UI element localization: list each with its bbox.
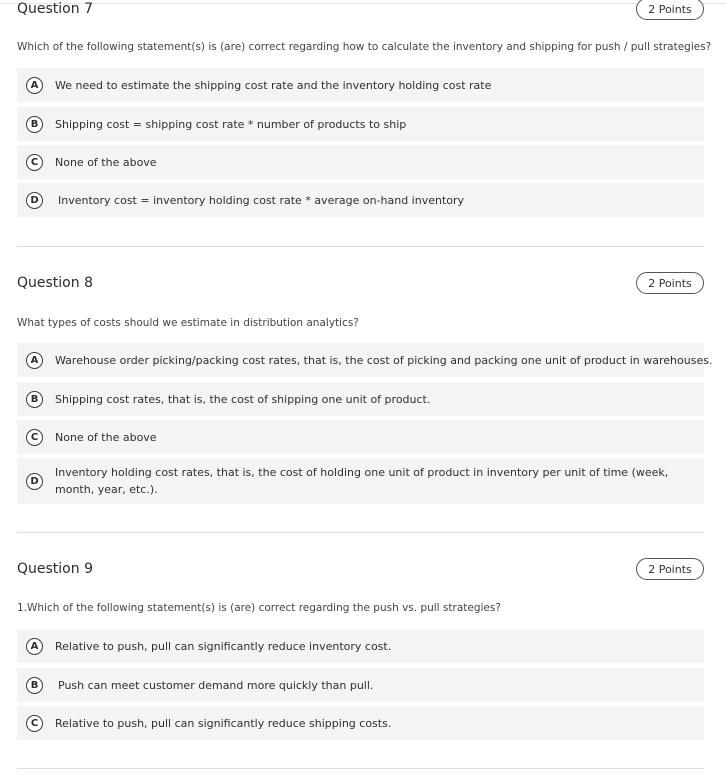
option-letter: D — [26, 473, 43, 490]
question-9 — [17, 558, 704, 748]
option-text: We need to estimate the shipping cost rate and the inventory holding cost rate — [55, 78, 492, 92]
option-a[interactable] — [17, 68, 704, 102]
option-text: Warehouse order picking/packing cost rates, that is, the cost of picking and packing one unit of product in warehouses. — [55, 353, 713, 367]
divider — [17, 532, 704, 533]
question-title: Question 7 — [17, 1, 93, 17]
option-letter: B — [26, 677, 43, 694]
option-letter: C — [26, 429, 43, 446]
option-text: Shipping cost = shipping cost rate * number of products to ship — [55, 117, 407, 131]
option-c[interactable] — [17, 145, 704, 179]
divider — [17, 246, 704, 247]
option-text: None of the above — [55, 430, 157, 444]
question-prompt: Which of the following statement(s) is (are) correct regarding how to calculate the inventory and shipping for push / pull strategies? — [17, 41, 712, 53]
option-c[interactable] — [17, 420, 704, 454]
option-text: Inventory holding cost rates, that is, the cost of holding one unit of product in inventory per unit of time (week, month, year, etc.). — [55, 466, 669, 496]
option-text: Push can meet customer demand more quickly than pull. — [58, 678, 374, 692]
points-badge: 2 Points — [636, 272, 704, 294]
question-7 — [17, 0, 712, 230]
option-letter: A — [26, 352, 43, 369]
option-b[interactable] — [17, 107, 704, 141]
option-text: Shipping cost rates, that is, the cost of shipping one unit of product. — [55, 392, 431, 406]
option-letter: C — [26, 715, 43, 732]
option-letter: A — [26, 77, 43, 94]
question-title: Question 9 — [17, 561, 93, 577]
option-d[interactable] — [17, 458, 704, 504]
option-letter: B — [26, 391, 43, 408]
points-badge: 2 Points — [636, 0, 704, 20]
option-d[interactable] — [17, 183, 704, 217]
option-b[interactable] — [17, 668, 704, 702]
option-text: None of the above — [55, 155, 157, 169]
question-8 — [17, 272, 713, 512]
option-c[interactable] — [17, 706, 704, 740]
option-letter: D — [26, 192, 43, 209]
option-a[interactable] — [17, 343, 713, 377]
question-title: Question 8 — [17, 275, 93, 291]
option-letter: B — [26, 116, 43, 133]
question-prompt: 1.Which of the following statement(s) is (are) correct regarding the push vs. pull strategies? — [17, 602, 501, 614]
option-a[interactable] — [17, 629, 704, 663]
divider — [17, 768, 704, 769]
question-prompt: What types of costs should we estimate in distribution analytics? — [17, 317, 359, 329]
option-b[interactable] — [17, 382, 704, 416]
option-text: Relative to push, pull can significantly reduce shipping costs. — [55, 716, 392, 730]
option-letter: A — [26, 638, 43, 655]
points-badge: 2 Points — [636, 558, 704, 580]
option-letter: C — [26, 154, 43, 171]
option-text: Relative to push, pull can significantly reduce inventory cost. — [55, 639, 392, 653]
option-text: Inventory cost = inventory holding cost rate * average on-hand inventory — [58, 193, 465, 207]
